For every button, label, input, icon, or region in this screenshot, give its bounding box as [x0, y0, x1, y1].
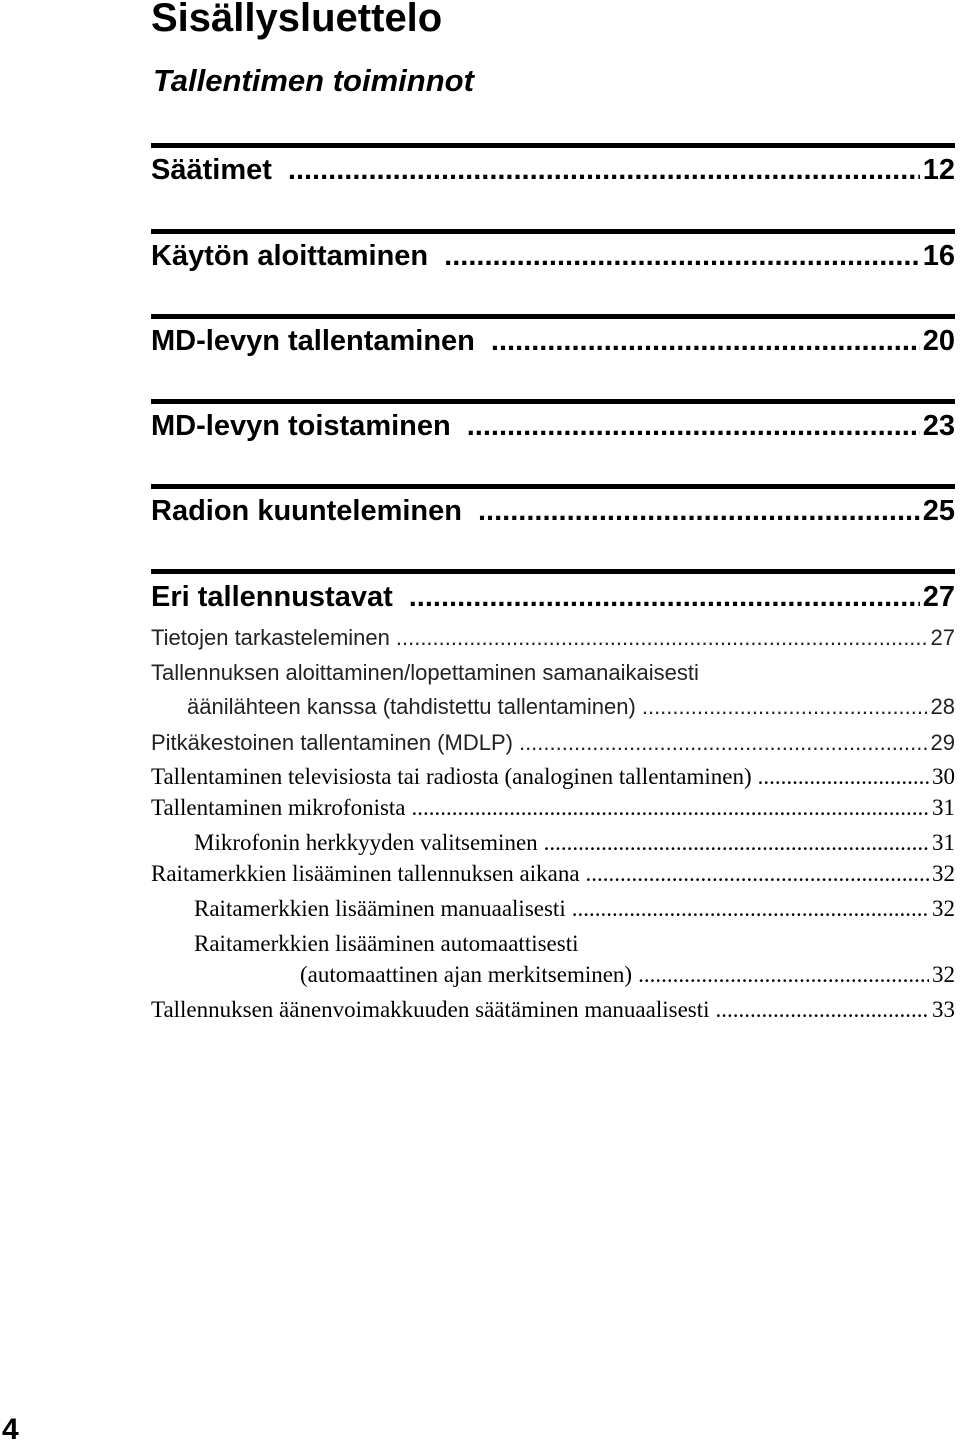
leader-dots — [467, 406, 920, 446]
leader-dots — [716, 993, 929, 1027]
toc-sub-entry-line1[interactable]: Raitamerkkien lisääminen automaattisesti — [194, 931, 579, 956]
toc-main-entry[interactable] — [151, 406, 955, 446]
toc-sub-entry[interactable] — [151, 857, 955, 891]
entry-page: 31 — [932, 795, 955, 820]
main-rule — [151, 569, 955, 574]
entry-label: Mikrofonin herkkyyden valitseminen — [194, 830, 538, 855]
main-rule — [151, 229, 955, 234]
leader-dots — [288, 150, 920, 190]
leader-dots — [572, 892, 929, 926]
entry-page: 23 — [922, 410, 955, 442]
toc-sub-entry[interactable] — [194, 892, 955, 926]
entry-label: Käytön aloittaminen — [151, 240, 429, 272]
toc-sub-entry[interactable] — [300, 958, 955, 992]
page-number: 4 — [2, 1413, 19, 1446]
main-rule — [151, 484, 955, 489]
entry-label: MD-levyn toistaminen — [151, 410, 451, 442]
page-title: Sisällysluettelo — [151, 0, 443, 40]
entry-page: 12 — [922, 154, 955, 186]
leader-dots — [412, 791, 929, 825]
toc-sub-entry[interactable] — [187, 690, 955, 724]
leader-dots — [409, 577, 920, 617]
entry-label: Raitamerkkien lisääminen manuaalisesti — [194, 896, 566, 921]
leader-dots — [638, 958, 929, 992]
toc-sub-entry[interactable] — [151, 726, 955, 760]
entry-page: 20 — [922, 325, 955, 357]
toc-main-entry[interactable] — [151, 491, 955, 531]
entry-label: Säätimet — [151, 154, 272, 186]
entry-label: Radion kuunteleminen — [151, 495, 462, 527]
entry-label: Tallentaminen televisiosta tai radiosta (analoginen tallentaminen) — [151, 764, 752, 789]
entry-label: Eri tallennustavat — [151, 581, 393, 613]
leader-dots — [444, 236, 920, 276]
section-title: Tallentimen toiminnot — [153, 63, 474, 98]
leader-dots — [396, 621, 928, 655]
toc-main-entry[interactable] — [151, 150, 955, 190]
entry-page: 25 — [922, 495, 955, 527]
entry-page: 30 — [932, 764, 955, 789]
leader-dots — [586, 857, 929, 891]
toc-sub-entry[interactable] — [151, 791, 955, 825]
entry-label: Raitamerkkien lisääminen tallennuksen aikana — [151, 861, 580, 886]
toc-main-entry[interactable] — [151, 321, 955, 361]
entry-label: Tietojen tarkasteleminen — [151, 625, 390, 650]
leader-dots — [544, 826, 929, 860]
toc-main-entry[interactable] — [151, 236, 955, 276]
main-rule — [151, 314, 955, 319]
entry-label: Pitkäkestoinen tallentaminen (MDLP) — [151, 730, 513, 755]
entry-label: äänilähteen kanssa (tahdistettu tallentaminen) — [187, 694, 636, 719]
toc-main-entry[interactable] — [151, 577, 955, 617]
leader-dots — [519, 726, 928, 760]
toc-sub-entry-line1[interactable]: Tallennuksen aloittaminen/lopettaminen samanaikaisesti — [151, 660, 699, 685]
leader-dots — [642, 690, 928, 724]
entry-page: 32 — [932, 861, 955, 886]
entry-label: (automaattinen ajan merkitseminen) — [300, 962, 633, 987]
entry-label: Tallentaminen mikrofonista — [151, 795, 406, 820]
entry-label: MD-levyn tallentaminen — [151, 325, 475, 357]
entry-page: 27 — [922, 581, 955, 613]
main-rule — [151, 399, 955, 404]
entry-page: 33 — [932, 997, 955, 1022]
toc-sub-entry[interactable] — [151, 621, 955, 655]
leader-dots — [478, 491, 920, 531]
entry-label: Tallennuksen äänenvoimakkuuden säätäminen manuaalisesti — [151, 997, 710, 1022]
leader-dots — [491, 321, 920, 361]
main-rule — [151, 143, 955, 148]
entry-page: 32 — [932, 896, 955, 921]
entry-page: 27 — [930, 625, 955, 650]
leader-dots — [758, 760, 929, 794]
entry-page: 28 — [930, 694, 955, 719]
entry-page: 32 — [932, 962, 955, 987]
entry-page: 29 — [930, 730, 955, 755]
entry-page: 16 — [922, 240, 955, 272]
toc-sub-entry[interactable] — [151, 760, 955, 794]
toc-sub-entry[interactable] — [151, 993, 955, 1027]
toc-sub-entry[interactable] — [194, 826, 955, 860]
entry-page: 31 — [932, 830, 955, 855]
